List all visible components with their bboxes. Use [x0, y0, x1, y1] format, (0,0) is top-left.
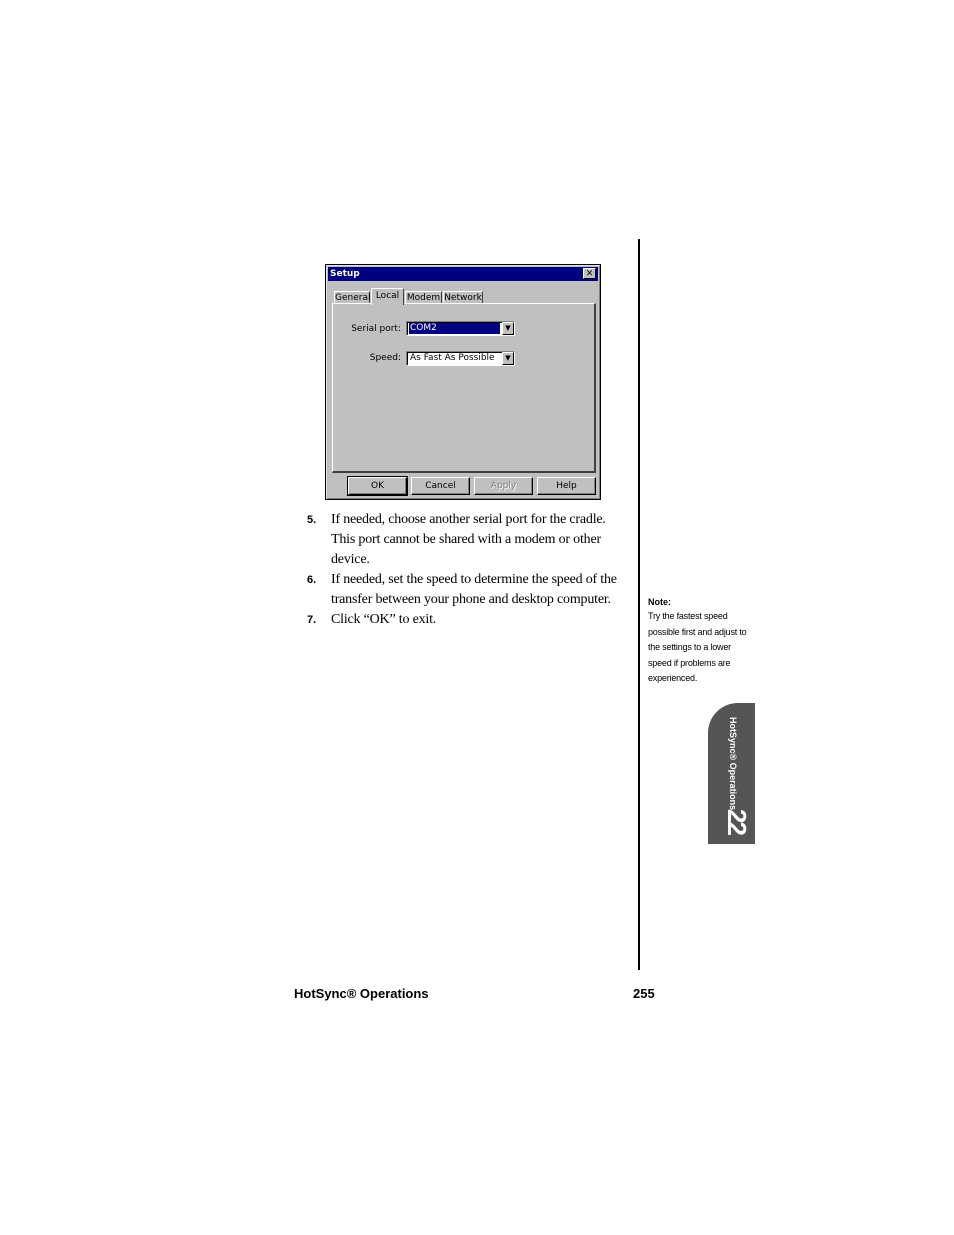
margin-divider — [638, 239, 640, 970]
step-number: 7. — [307, 614, 317, 626]
cancel-button[interactable]: Cancel — [411, 477, 470, 495]
chevron-down-icon[interactable]: ▼ — [502, 322, 514, 335]
page-number: 255 — [633, 986, 655, 1001]
dialog-title: Setup — [330, 269, 360, 279]
serial-port-value: COM2 — [409, 323, 500, 334]
tab-network[interactable]: Network — [444, 293, 482, 303]
step-text: If needed, choose another serial port for the cradle. This port cannot be shared with a modem or other device. — [331, 512, 606, 567]
step-text: If needed, set the speed to determine the speed of the transfer between your phone and desktop computer. — [331, 572, 617, 607]
step-item — [306, 510, 626, 570]
tab-general[interactable]: General — [335, 293, 371, 303]
tab-local[interactable]: Local — [371, 288, 404, 305]
chapter-tab — [708, 703, 755, 844]
speed-select[interactable] — [406, 351, 515, 366]
step-number: 6. — [307, 574, 317, 586]
step-item — [306, 570, 626, 610]
note-body: Try the fastest speed possible first and adjust to the settings to a lower speed if problems are experienced. — [648, 611, 747, 684]
chapter-number: 22 — [721, 809, 752, 834]
step-number: 5. — [307, 514, 317, 526]
speed-value: As Fast As Possible — [410, 353, 495, 363]
step-item — [306, 610, 626, 630]
chevron-down-icon[interactable]: ▼ — [502, 352, 514, 365]
ok-button[interactable]: OK — [348, 477, 407, 495]
serial-port-select[interactable] — [406, 321, 515, 336]
footer-title: HotSync® Operations — [294, 986, 429, 1001]
setup-dialog — [325, 264, 601, 500]
instruction-steps — [306, 510, 626, 630]
note-title: Note: — [648, 597, 671, 607]
apply-button[interactable]: Apply — [474, 477, 533, 495]
step-text: Click “OK” to exit. — [331, 612, 437, 627]
speed-label: Speed: — [369, 353, 401, 363]
serial-port-label: Serial port: — [351, 324, 401, 334]
tab-modem[interactable]: Modem — [406, 293, 441, 303]
side-note — [648, 595, 748, 687]
chapter-title: HotSync® Operations — [727, 717, 738, 811]
close-icon[interactable]: ✕ — [583, 268, 596, 279]
help-button[interactable]: Help — [537, 477, 596, 495]
dialog-titlebar — [328, 267, 598, 281]
